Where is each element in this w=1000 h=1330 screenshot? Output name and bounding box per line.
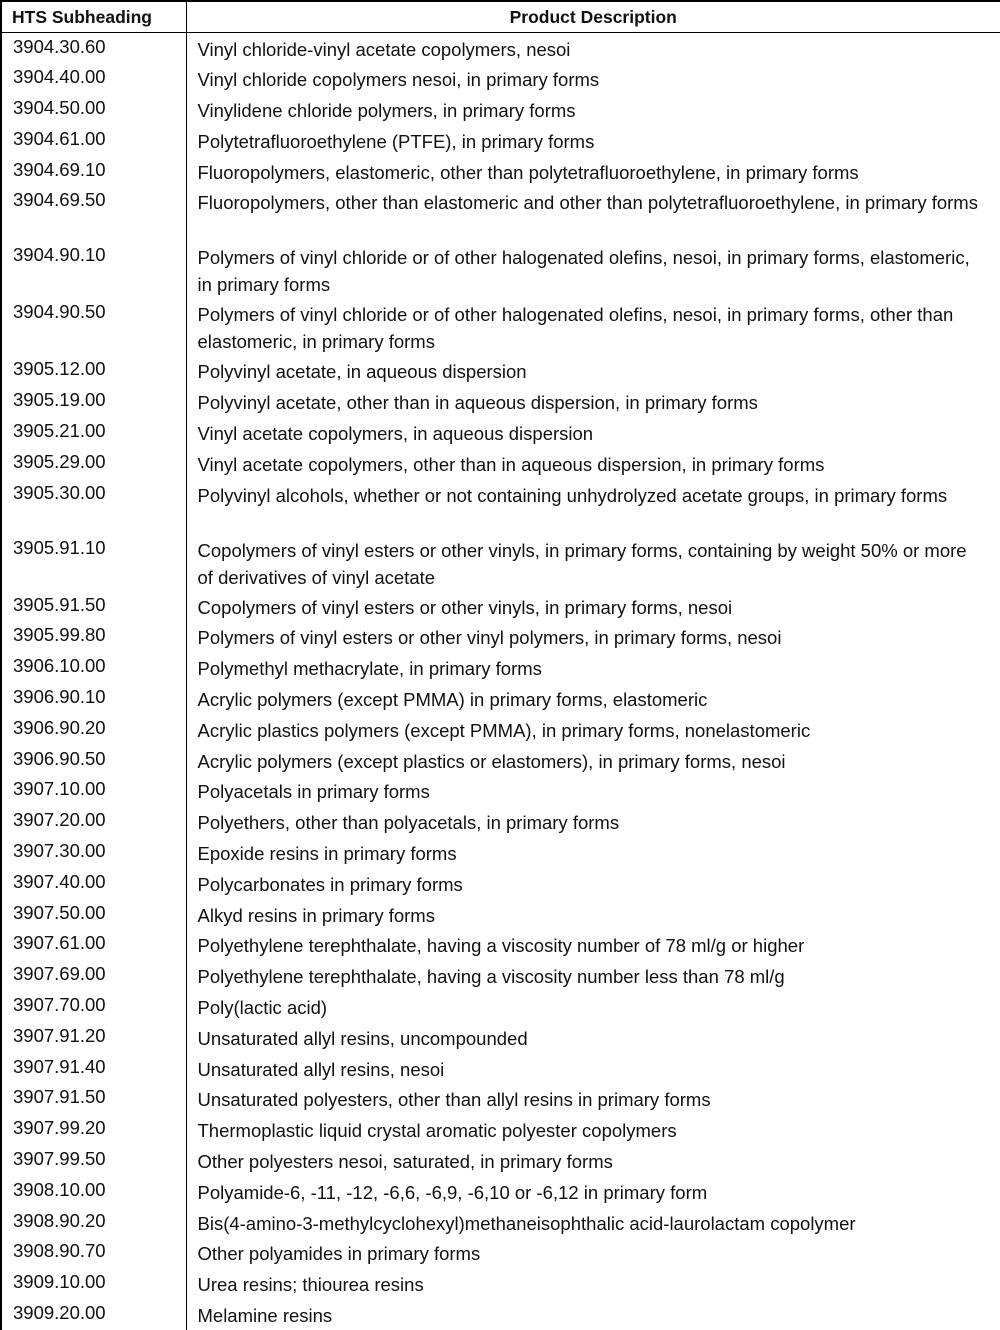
table-row [1, 868, 1000, 899]
hts-code: 3904.69.10 [13, 158, 106, 180]
hts-code: 3907.10.00 [13, 778, 106, 800]
table-row [1, 899, 1000, 930]
product-description-cell [186, 298, 1000, 355]
product-description-cell [186, 448, 1000, 479]
hts-code-cell [1, 745, 186, 776]
hts-code: 3908.10.00 [13, 1178, 106, 1200]
table-row [1, 621, 1000, 652]
hts-code-cell [1, 94, 186, 125]
product-description-cell [186, 417, 1000, 448]
table-row [1, 186, 1000, 241]
hts-code: 3904.69.50 [13, 189, 106, 211]
hts-code-cell [1, 775, 186, 806]
product-description: Vinyl acetate copolymers, in aqueous dispersion [197, 423, 594, 445]
hts-code: 3907.91.40 [13, 1055, 106, 1077]
hts-code: 3905.21.00 [13, 420, 106, 442]
table-row [1, 298, 1000, 355]
table-row [1, 1237, 1000, 1268]
product-description-cell [186, 1299, 1000, 1330]
product-description: Polyacetals in primary forms [197, 781, 430, 803]
product-description-cell [186, 479, 1000, 534]
hts-code-cell [1, 868, 186, 899]
product-description-cell [186, 1176, 1000, 1207]
table-row [1, 1268, 1000, 1299]
table-row [1, 1114, 1000, 1145]
product-description-cell [186, 714, 1000, 745]
table-row [1, 94, 1000, 125]
table-row [1, 683, 1000, 714]
table-row [1, 991, 1000, 1022]
hts-code-cell [1, 652, 186, 683]
product-description: Copolymers of vinyl esters or other vinyls, in primary forms, containing by weight 50% or more of derivatives of vinyl acetate [197, 539, 967, 588]
hts-code-cell [1, 806, 186, 837]
product-description: Vinylidene chloride polymers, in primary forms [197, 100, 576, 122]
product-description: Polyamide-6, -11, -12, -6,6, -6,9, -6,10 or -6,12 in primary form [197, 1181, 708, 1203]
hts-code-cell [1, 899, 186, 930]
table-header [1, 1, 1000, 33]
product-description: Polyethylene terephthalate, having a viscosity number of 78 ml/g or higher [197, 935, 805, 957]
product-description: Unsaturated allyl resins, uncompounded [197, 1027, 528, 1049]
hts-code-cell [1, 621, 186, 652]
product-description-cell [186, 156, 1000, 187]
product-description-cell [186, 1268, 1000, 1299]
product-description: Acrylic plastics polymers (except PMMA), in primary forms, nonelastomeric [197, 719, 811, 741]
column-header-hts-subheading: HTS Subheading [1, 1, 186, 33]
hts-code: 3907.91.20 [13, 1024, 106, 1046]
hts-code-cell [1, 1207, 186, 1238]
hts-code: 3905.12.00 [13, 358, 106, 380]
product-description: Melamine resins [197, 1305, 333, 1326]
hts-code: 3908.90.20 [13, 1209, 106, 1231]
product-description-cell [186, 806, 1000, 837]
product-description-cell [186, 125, 1000, 156]
table-row [1, 1145, 1000, 1176]
product-description-cell [186, 683, 1000, 714]
product-description: Bis(4-amino-3-methylcyclohexyl)methaneisophthalic acid-laurolactam copolymer [197, 1212, 856, 1234]
hts-code-cell [1, 33, 186, 64]
table-row [1, 652, 1000, 683]
hts-code: 3904.30.60 [13, 36, 106, 57]
product-description: Polymethyl methacrylate, in primary forms [197, 658, 542, 680]
product-description: Polymers of vinyl chloride or of other halogenated olefins, nesoi, in primary forms, other than elastomeric, in primary forms [197, 304, 954, 353]
hts-code: 3908.90.70 [13, 1240, 106, 1262]
hts-code: 3907.99.50 [13, 1148, 106, 1170]
product-description-cell [186, 591, 1000, 622]
product-description: Urea resins; thiourea resins [197, 1274, 424, 1296]
hts-code: 3906.90.20 [13, 716, 106, 738]
hts-code: 3909.20.00 [13, 1302, 106, 1323]
product-description: Poly(lactic acid) [197, 997, 328, 1019]
hts-code-cell [1, 1176, 186, 1207]
hts-code: 3907.70.00 [13, 994, 106, 1016]
product-description: Copolymers of vinyl esters or other vinyls, in primary forms, nesoi [197, 596, 733, 618]
table-row [1, 775, 1000, 806]
hts-code: 3907.61.00 [13, 932, 106, 954]
hts-code-cell [1, 241, 186, 298]
product-description: Polytetrafluoroethylene (PTFE), in primary forms [197, 130, 595, 152]
product-description-cell [186, 1114, 1000, 1145]
product-description-cell [186, 355, 1000, 386]
hts-code-cell [1, 479, 186, 534]
table-row [1, 929, 1000, 960]
table-row [1, 125, 1000, 156]
hts-code-cell [1, 991, 186, 1022]
hts-code-cell [1, 1022, 186, 1053]
hts-code: 3907.40.00 [13, 870, 106, 892]
hts-code-cell [1, 960, 186, 991]
header-row [1, 1, 1000, 33]
table-row [1, 1299, 1000, 1330]
hts-code: 3909.10.00 [13, 1271, 106, 1293]
hts-code-cell [1, 929, 186, 960]
product-description: Polycarbonates in primary forms [197, 873, 463, 895]
product-description-cell [186, 1053, 1000, 1084]
product-description: Acrylic polymers (except plastics or elastomers), in primary forms, nesoi [197, 750, 786, 772]
table-row [1, 1053, 1000, 1084]
product-description-cell [186, 186, 1000, 241]
table-row [1, 534, 1000, 591]
hts-code-cell [1, 63, 186, 94]
product-description-cell [186, 241, 1000, 298]
product-description: Polyvinyl acetate, in aqueous dispersion [197, 361, 527, 383]
table-row [1, 1022, 1000, 1053]
hts-code: 3907.91.50 [13, 1086, 106, 1108]
hts-code-cell [1, 714, 186, 745]
table-row [1, 591, 1000, 622]
product-description-cell [186, 1207, 1000, 1238]
table-row [1, 837, 1000, 868]
hts-code: 3906.90.10 [13, 686, 106, 708]
product-description-cell [186, 652, 1000, 683]
product-description-cell [186, 960, 1000, 991]
product-description: Fluoropolymers, other than elastomeric and other than polytetrafluoroethylene, in primary forms [197, 192, 978, 214]
product-description: Unsaturated polyesters, other than allyl resins in primary forms [197, 1089, 711, 1111]
column-header-product-description: Product Description [186, 1, 1000, 33]
hts-code: 3905.29.00 [13, 450, 106, 472]
hts-code-cell [1, 591, 186, 622]
product-description: Other polyesters nesoi, saturated, in primary forms [197, 1151, 613, 1173]
hts-code-cell [1, 298, 186, 355]
product-description-cell [186, 534, 1000, 591]
product-description: Vinyl chloride copolymers nesoi, in primary forms [197, 69, 600, 91]
table-row [1, 386, 1000, 417]
hts-code-cell [1, 186, 186, 241]
hts-code: 3906.90.50 [13, 747, 106, 769]
product-description: Polymers of vinyl esters or other vinyl polymers, in primary forms, nesoi [197, 627, 782, 649]
product-description: Acrylic polymers (except PMMA) in primary forms, elastomeric [197, 689, 708, 711]
hts-code-cell [1, 1114, 186, 1145]
hts-code: 3905.99.80 [13, 624, 106, 646]
hts-code-cell [1, 534, 186, 591]
product-description-cell [186, 868, 1000, 899]
hts-code-cell [1, 1268, 186, 1299]
product-description: Fluoropolymers, elastomeric, other than polytetrafluoroethylene, in primary forms [197, 161, 859, 183]
hts-code-cell [1, 355, 186, 386]
product-description: Polyvinyl acetate, other than in aqueous dispersion, in primary forms [197, 392, 758, 414]
product-description-cell [186, 899, 1000, 930]
hts-code: 3904.90.50 [13, 301, 106, 323]
product-description: Other polyamides in primary forms [197, 1243, 481, 1265]
hts-code: 3904.90.10 [13, 244, 106, 266]
hts-code-cell [1, 1299, 186, 1330]
product-description-cell [186, 1237, 1000, 1268]
table-row [1, 241, 1000, 298]
table-row [1, 33, 1000, 64]
hts-code-cell [1, 1237, 186, 1268]
table-row [1, 714, 1000, 745]
product-description-cell [186, 1145, 1000, 1176]
hts-code: 3904.40.00 [13, 66, 106, 88]
product-description: Unsaturated allyl resins, nesoi [197, 1058, 445, 1080]
product-description: Epoxide resins in primary forms [197, 843, 457, 865]
product-description-cell [186, 1022, 1000, 1053]
product-description: Alkyd resins in primary forms [197, 904, 435, 926]
hts-code-cell [1, 683, 186, 714]
hts-code-cell [1, 156, 186, 187]
hts-code-cell [1, 386, 186, 417]
product-description: Vinyl acetate copolymers, other than in aqueous dispersion, in primary forms [197, 453, 825, 475]
table-row [1, 745, 1000, 776]
product-description: Polyethers, other than polyacetals, in primary forms [197, 812, 620, 834]
product-description-cell [186, 837, 1000, 868]
product-description: Polyethylene terephthalate, having a viscosity number less than 78 ml/g [197, 966, 785, 988]
hts-code: 3907.50.00 [13, 901, 106, 923]
product-description: Polymers of vinyl chloride or of other halogenated olefins, nesoi, in primary forms, elastomeric, in primary forms [197, 247, 970, 296]
product-description: Thermoplastic liquid crystal aromatic polyester copolymers [197, 1120, 677, 1142]
hts-code: 3905.30.00 [13, 481, 106, 503]
table-row [1, 1207, 1000, 1238]
table-row [1, 1176, 1000, 1207]
product-description-cell [186, 33, 1000, 64]
table-row [1, 156, 1000, 187]
table-row [1, 417, 1000, 448]
table-row [1, 806, 1000, 837]
hts-code: 3907.30.00 [13, 840, 106, 862]
product-description-cell [186, 1083, 1000, 1114]
table-body [1, 33, 1000, 1330]
hts-code: 3905.19.00 [13, 389, 106, 411]
table-row [1, 63, 1000, 94]
hts-code: 3905.91.10 [13, 536, 106, 558]
hts-code: 3906.10.00 [13, 655, 106, 677]
table-row [1, 1083, 1000, 1114]
product-description-cell [186, 94, 1000, 125]
hts-code: 3907.20.00 [13, 809, 106, 831]
hts-code-cell [1, 125, 186, 156]
hts-code: 3905.91.50 [13, 593, 106, 615]
hts-code-cell [1, 837, 186, 868]
hts-code-cell [1, 448, 186, 479]
table-row [1, 355, 1000, 386]
hts-code-cell [1, 1083, 186, 1114]
product-description-cell [186, 775, 1000, 806]
product-description: Vinyl chloride-vinyl acetate copolymers, nesoi [197, 39, 571, 60]
product-description-cell [186, 621, 1000, 652]
table-row [1, 479, 1000, 534]
product-description-cell [186, 991, 1000, 1022]
product-description: Polyvinyl alcohols, whether or not containing unhydrolyzed acetate groups, in primary forms [197, 484, 948, 506]
table-row [1, 960, 1000, 991]
hts-code: 3904.61.00 [13, 127, 106, 149]
product-description-cell [186, 745, 1000, 776]
product-description-cell [186, 929, 1000, 960]
hts-code: 3907.99.20 [13, 1117, 106, 1139]
hts-code: 3907.69.00 [13, 963, 106, 985]
product-description-cell [186, 63, 1000, 94]
product-description-cell [186, 386, 1000, 417]
hts-code-cell [1, 417, 186, 448]
hts-code-cell [1, 1145, 186, 1176]
hts-code-cell [1, 1053, 186, 1084]
table-row [1, 448, 1000, 479]
hts-code: 3904.50.00 [13, 97, 106, 119]
